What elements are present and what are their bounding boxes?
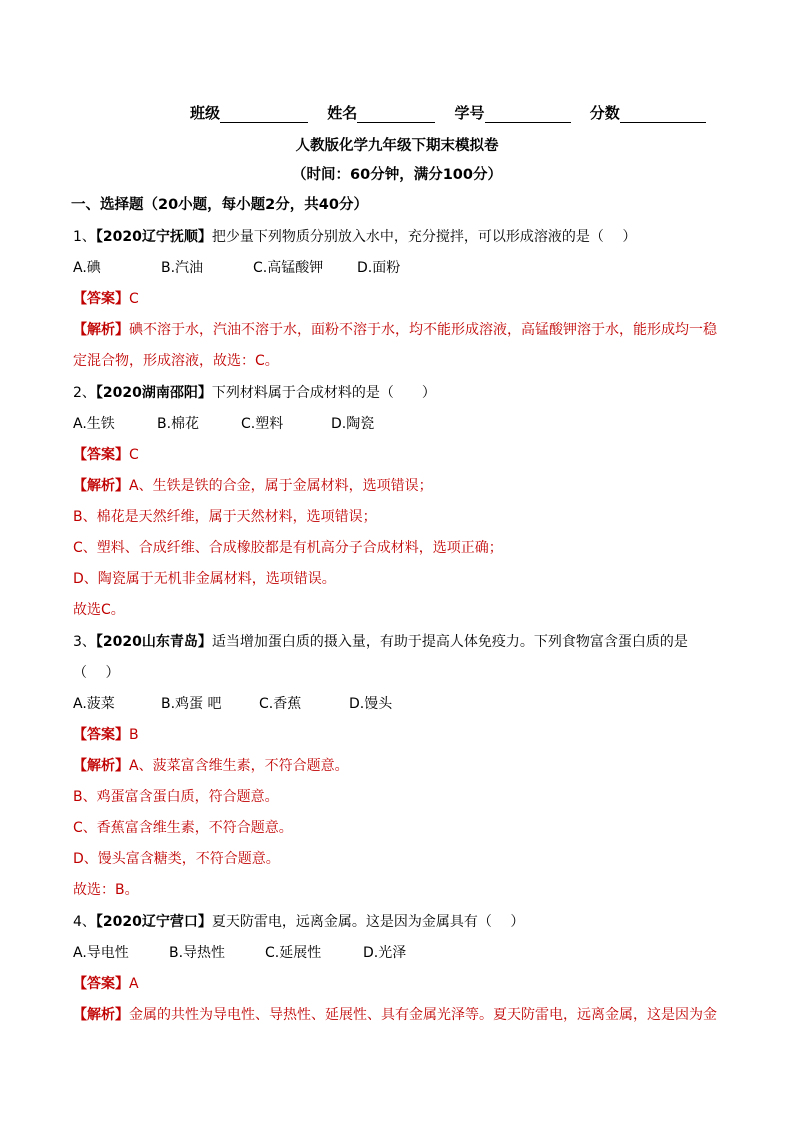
question-text: 下列材料属于合成材料的是（ ） xyxy=(211,385,436,401)
answer-3 xyxy=(73,725,139,745)
option-b: B.棉花 xyxy=(157,416,200,432)
option-a: A.导电性 xyxy=(73,945,129,961)
answer-value: C xyxy=(129,291,139,307)
option-b: B.鸡蛋 吧 xyxy=(161,696,222,712)
class-blank[interactable] xyxy=(220,107,308,123)
option-c: C.塑料 xyxy=(241,416,284,432)
question-4 xyxy=(73,912,524,932)
question-text: 夏天防雷电，远离金属。这是因为金属具有（ ） xyxy=(211,914,525,930)
answer-4 xyxy=(73,974,139,994)
analysis-text: 金属的共性为导电性、导热性、延展性、具有金属光泽等。夏天防雷电，远离金属，这是因为金 xyxy=(129,1007,717,1023)
analysis-2-b: B、棉花是天然纤维，属于天然材料，选项错误； xyxy=(73,509,377,525)
analysis-3-b: B、鸡蛋富含蛋白质，符合题意。 xyxy=(73,789,279,805)
question-2-options xyxy=(73,414,374,434)
option-a: A.生铁 xyxy=(73,416,115,432)
option-d: D.面粉 xyxy=(357,260,401,276)
exam-title: 人教版化学九年级下期末模拟卷 xyxy=(295,138,499,154)
analysis-label: 【解析】 xyxy=(73,322,129,338)
question-source: 【2020湖南邵阳】 xyxy=(95,385,212,401)
section-heading: 一、选择题（20小题，每小题2分，共40分） xyxy=(71,197,368,213)
option-c: C.高锰酸钾 xyxy=(253,260,324,276)
analysis-label: 【解析】 xyxy=(73,478,129,494)
score-label: 分数 xyxy=(589,104,620,122)
name-blank[interactable] xyxy=(357,107,435,123)
analysis-label: 【解析】 xyxy=(73,758,129,774)
answer-2 xyxy=(73,445,139,465)
answer-label: 【答案】 xyxy=(73,976,129,992)
question-2 xyxy=(73,383,436,403)
answer-value: B xyxy=(129,727,139,743)
student-id-label: 学号 xyxy=(454,104,485,122)
question-number: 2、 xyxy=(73,385,96,401)
option-c: C.延展性 xyxy=(265,945,322,961)
analysis-2-c: C、塑料、合成纤维、合成橡胶都是有机高分子合成材料，选项正确； xyxy=(73,540,503,556)
question-3 xyxy=(73,632,688,652)
analysis-2-d: D、陶瓷属于无机非金属材料，选项错误。 xyxy=(73,571,336,587)
option-b: B.汽油 xyxy=(161,260,204,276)
analysis-1 xyxy=(73,320,717,340)
analysis-text: 碘不溶于水，汽油不溶于水，面粉不溶于水，均不能形成溶液，高锰酸钾溶于水，能形成均一稳 xyxy=(129,322,717,338)
question-number: 1、 xyxy=(73,229,96,245)
score-blank[interactable] xyxy=(620,107,706,123)
question-number: 4、 xyxy=(73,914,96,930)
option-d: D.光泽 xyxy=(363,945,407,961)
answer-label: 【答案】 xyxy=(73,447,129,463)
analysis-3-c: C、香蕉富含维生素，不符合题意。 xyxy=(73,820,293,836)
analysis-1-cont: 定混合物，形成溶液，故选：C。 xyxy=(73,353,279,369)
class-label: 班级 xyxy=(190,104,221,122)
question-text: 把少量下列物质分别放入水中，充分搅拌，可以形成溶液的是（ ） xyxy=(211,229,637,245)
analysis-3 xyxy=(73,756,349,776)
student-info-line xyxy=(190,102,706,123)
analysis-label: 【解析】 xyxy=(73,1007,129,1023)
option-a: A.菠菜 xyxy=(73,696,115,712)
answer-label: 【答案】 xyxy=(73,291,129,307)
analysis-text: A、菠菜富含维生素，不符合题意。 xyxy=(129,758,349,774)
option-c: C.香蕉 xyxy=(259,696,302,712)
option-b: B.导热性 xyxy=(169,945,226,961)
student-id-blank[interactable] xyxy=(485,107,571,123)
question-number: 3、 xyxy=(73,634,96,650)
question-source: 【2020辽宁抚顺】 xyxy=(95,229,212,245)
question-1 xyxy=(73,227,636,247)
answer-1 xyxy=(73,289,139,309)
question-source: 【2020山东青岛】 xyxy=(95,634,212,650)
answer-value: A xyxy=(129,976,139,992)
option-d: D.陶瓷 xyxy=(331,416,375,432)
analysis-3-d: D、馒头富含糖类，不符合题意。 xyxy=(73,851,280,867)
question-1-options xyxy=(73,258,400,278)
question-source: 【2020辽宁营口】 xyxy=(95,914,212,930)
name-label: 姓名 xyxy=(327,104,358,122)
question-text: 适当增加蛋白质的摄入量，有助于提高人体免疫力。下列食物富含蛋白质的是 xyxy=(211,634,688,650)
exam-subtitle: （时间：60分钟，满分100分） xyxy=(292,167,502,183)
question-3-options xyxy=(73,694,392,714)
question-4-options xyxy=(73,943,406,963)
option-d: D.馒头 xyxy=(349,696,393,712)
analysis-2-conclusion: 故选C。 xyxy=(73,602,125,618)
analysis-4 xyxy=(73,1005,717,1025)
answer-value: C xyxy=(129,447,139,463)
analysis-3-conclusion: 故选：B。 xyxy=(73,882,139,898)
analysis-text: A、生铁是铁的合金，属于金属材料，选项错误； xyxy=(129,478,433,494)
analysis-2 xyxy=(73,476,433,496)
option-a: A.碘 xyxy=(73,260,101,276)
question-3-paren: （ ） xyxy=(73,665,120,681)
answer-label: 【答案】 xyxy=(73,727,129,743)
